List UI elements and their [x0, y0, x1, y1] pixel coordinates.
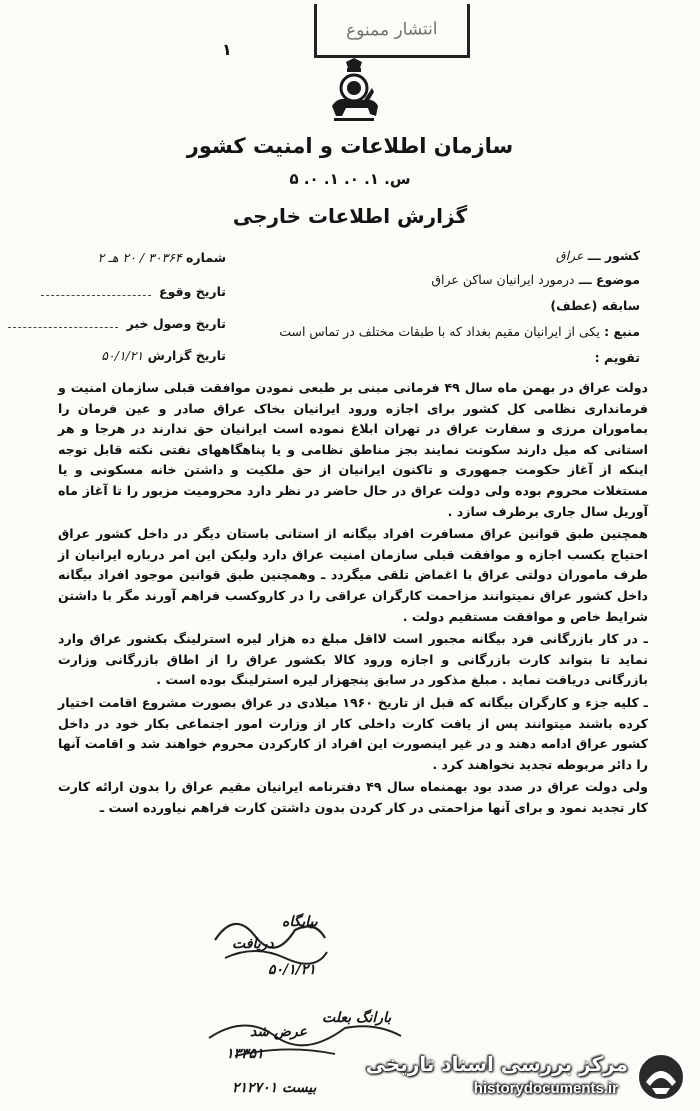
annotation-text: عرض شد: [250, 1024, 307, 1040]
field-subject: موضوع ـــ درمورد ایرانیان ساکن عراق: [431, 272, 640, 287]
organization-title: سازمان اطلاعات و امنیت کشور: [186, 134, 514, 158]
field-report-date: تاریخ گزارش ۵۰/۱/۲۱: [101, 348, 226, 363]
annotation-number: بیست ۲۱۲۷۰۱: [232, 1080, 317, 1096]
body-paragraph: ولی دولت عراق در صدد بود بهمنماه سال ۴۹ دفترنامه ایرانیان مقیم عراق را بدون ارائه کارت کار تجدید نمود و برای آنها مزاحمتی در کار کردن بدون داشتن کارت فراهم نیاورده است ـ: [58, 779, 648, 815]
report-type-title: گزارش اطلاعات خارجی: [232, 204, 468, 228]
blank-line: [41, 287, 151, 296]
archive-logo-icon: [636, 1052, 686, 1102]
annotation-text: بیایگاه: [282, 914, 318, 930]
body-paragraph: دولت عراق در بهمن ماه سال ۴۹ فرمانی مبنی بر طبعی نمودن موافقت قبلی سازمان امنیت و فرمانداری نظامی کل کشور برای اجازه ورود ایرانیان بخاک عراق صادر و عین فرمان را بماموران مرزی و سفارت عراق در تهران ابلاغ نموده است ایرانیان حق ندارند در هرجا و هر استانی که میل دارند سکونت نمایند بجز مناطق نظامی و یا پناهگاههای نفتی نکته قابل توجه اینکه از آغاز حکومت جمهوری و تاکنون ایرانیان از حق ملکیت و داشتن خانه مسکونی و یا مستغلات محروم بوده ولی دولت عراق در حال حاضر در نظر دارد محرومیت مزبور را تا آغاز ماه آوریل سال جاری برطرف سازد .: [58, 380, 648, 519]
report-body: [58, 378, 648, 820]
field-evaluation: تقویم :: [594, 350, 640, 365]
watermark-name: مرکز بررسی اسناد تاریخی: [365, 1052, 628, 1076]
field-receipt-date: تاریخ وصول خبر: [8, 316, 226, 331]
field-occurrence-date: تاریخ وقوع: [41, 284, 226, 299]
body-paragraph: ـ در کار بازرگانی فرد بیگانه مجبور است لااقل مبلغ ده هزار لیره استرلینگ بکشور عراق وارد نماید تا بتواند کارت بازرگانی و اجازه ورود کالا بکشور عراق را از اطاق بازرگانی وزارت بازرگانی دریافت نماید . مبلغ مذکور در سابق پنجهزار لیره استرلینگ بوده است .: [58, 631, 648, 688]
classification-stamp: [314, 4, 470, 58]
annotation-date: ۵۰/۱/۲۱: [268, 962, 316, 978]
field-source: منبع : یکی از ایرانیان مقیم بغداد که با طبقات مختلف در تماس است: [279, 324, 640, 339]
blank-line: [8, 319, 118, 328]
document-code: س. ۱. ۰. ۱. ۰. ۵: [289, 170, 411, 188]
annotation-number: ۱۳۳۵۱: [226, 1046, 264, 1062]
field-number: شماره ۳۰۳۶۴ / ۲۰ هـ ۲: [97, 250, 226, 265]
annotation-text: دریافت: [232, 936, 274, 952]
signature-scribble-icon: [205, 900, 335, 980]
field-reference: سابقه (عطف): [550, 298, 640, 313]
annotation-text: بارانگ بعلت: [322, 1010, 392, 1026]
stamp-text: انتشار ممنوع: [346, 18, 438, 41]
field-country: کشور ـــ عراق: [555, 248, 640, 263]
top-mark: ۱: [222, 40, 232, 59]
body-paragraph: ـ کلیه جزء و کارگران بیگانه که قبل از تاریخ ۱۹۶۰ میلادی در عراق بصورت مشروع اقامت اختیار کرده باشند میتوانند پس از یافت کارت داخلی کار از وزارت امور اجتماعی بکار خود در داخل کشور عراق ادامه دهند و در غیر اینصورت این افراد از کارکردن محروم خواهند شد و اقامت آنها را دائر مربوطه تجدید نخواهند کرد .: [58, 694, 648, 772]
watermark-url[interactable]: historydocuments.ir: [473, 1080, 618, 1097]
lion-and-sun-emblem-icon: [324, 58, 384, 124]
body-paragraph: همچنین طبق قوانین عراق مسافرت افراد بیگانه از استانی باستان دیگر در داخل کشور عراق احتیاج بکسب اجازه و موافقت قبلی سازمان امنیت عراق دارد ولیکن این امر درباره ایرانیان از طرف ماموران دولتی عراق با اغماض تلقی میگردد ـ وهمچنین طبق قوانین موجود افراد بیگانه داخل کشور عراق نمیتوانند مزاحمت کارگران عراقی را در کاروکسب فراهم آورند مگر با داشتن شرایط خاص و موافقت مستقیم دولت .: [58, 526, 648, 624]
